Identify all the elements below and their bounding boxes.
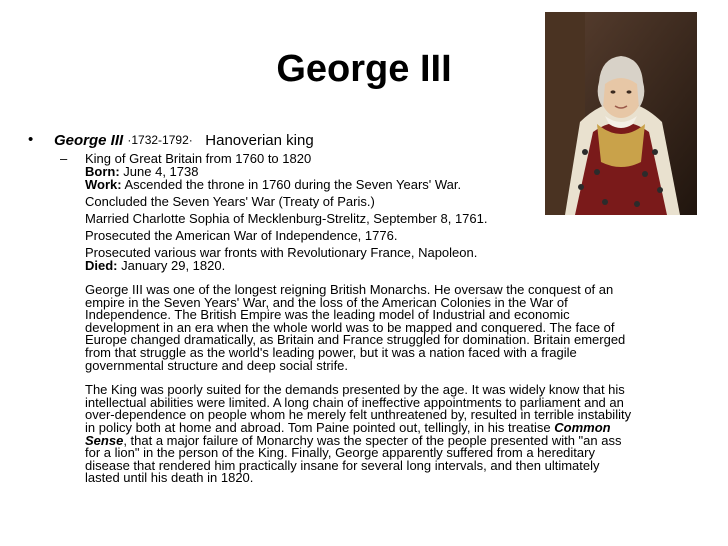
work-value: Ascended the throne in 1760 during the Seven Years' War.	[124, 177, 462, 192]
died-value: January 29, 1820.	[121, 258, 226, 273]
paragraph-text: , that a major failure of Monarchy was the specter of the people presented with "an ass	[123, 432, 622, 448]
reign-dates: ·1732-1792·	[127, 133, 193, 147]
paragraph-line: development in an era when the whole world was to be mapped and conquered. The face of	[85, 319, 615, 335]
concluded-line: Concluded the Seven Years' War (Treaty of Paris.)	[85, 194, 375, 209]
paragraph-king-suitability	[85, 384, 685, 485]
paragraph-text: in policy both at home and abroad. Tom Paine pointed out, tellingly, in his treatise	[85, 419, 551, 435]
dash-glyph: –	[60, 151, 68, 166]
paragraph-line: Independence. The British Empire was the leading model of Industrial and economic	[85, 307, 570, 323]
died-line	[85, 259, 685, 272]
paragraph-line: empire in the Seven Years' War, and the loss of the American Colonies in the War of	[85, 294, 568, 310]
bullet-text	[54, 131, 314, 150]
married-line: Married Charlotte Sophia of Mecklenburg-Strelitz, September 8, 1761.	[85, 211, 488, 226]
paragraph-line: over-dependence on people whom he merely felt unthreatened by, resulted in terrible instability	[85, 407, 632, 423]
king-name: George III	[54, 132, 124, 149]
paragraph-line: lasted until his death in 1820.	[85, 470, 254, 486]
slide-title: George III	[276, 48, 452, 90]
died-label: Died:	[85, 258, 118, 273]
work-line	[85, 178, 685, 191]
paragraph-line: for a lion" in the person of the King. Finally, George apparently suffered from a hereditary	[85, 445, 595, 461]
details-content	[85, 152, 685, 485]
paragraph-line: George III was one of the longest reigning British Monarchs. He oversaw the conquest of an	[85, 282, 614, 297]
paragraph-legacy	[85, 284, 685, 372]
american-war-line: Prosecuted the American War of Independence, 1776.	[85, 228, 398, 243]
paragraph-line: The King was poorly suited for the demands presented by the age. It was widely know that his	[85, 382, 625, 398]
paragraph-line: from that struggle as the world's leading power, but it was a nation faced with a fragile	[85, 344, 577, 360]
work-label: Work:	[85, 177, 122, 192]
king-role: Hanoverian king	[205, 132, 314, 149]
book-title-part1: Common	[554, 419, 611, 435]
book-title-part2: Sense	[85, 432, 124, 448]
bullet-glyph: •	[28, 131, 34, 148]
born-label: Born:	[85, 164, 120, 179]
france-war-line: Prosecuted various war fronts with Revolutionary France, Napoleon.	[85, 245, 478, 260]
paragraph-line: Europe changed dramatically, as Britain and France struggled for domination. Britain emerged	[85, 332, 626, 348]
reign-line: King of Great Britain from 1760 to 1820	[85, 151, 312, 166]
paragraph-line: governmental structure and deep social strife.	[85, 357, 349, 373]
born-value: June 4, 1738	[123, 164, 199, 179]
paragraph-line: disease that rendered him practically insane for several long intervals, and then ultimately	[85, 457, 600, 473]
paragraph-line: intellectual abilities were limited. A long chain of ineffective appointments to parliament and an	[85, 394, 624, 410]
